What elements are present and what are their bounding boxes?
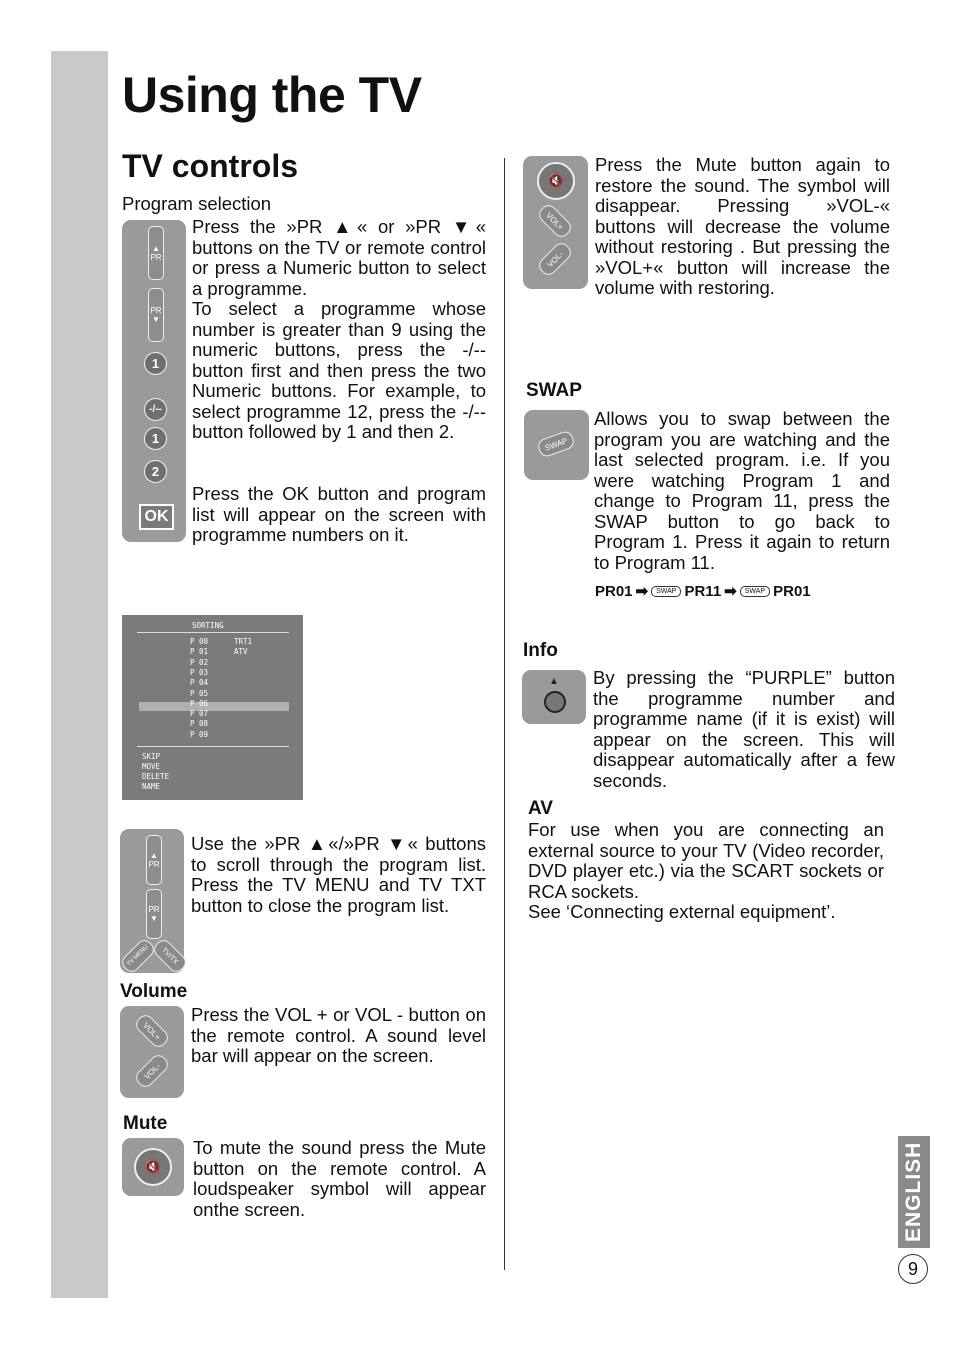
section-title: TV controls (122, 148, 299, 184)
arrow-up-icon: ▲ (152, 244, 160, 253)
sorting-row-name: TRT1 (234, 637, 253, 646)
sorting-row-prog: P 03 (190, 667, 209, 677)
arrow-down-icon: ▼ (152, 315, 160, 324)
arrow-right-icon: ➡ (724, 583, 737, 600)
seq-pr11: PR11 (684, 582, 722, 600)
mute-button-panel (122, 1138, 184, 1196)
program-buttons-panel (122, 220, 186, 542)
volume-text: Press the VOL + or VOL - button on the remote control. A sound level bar will appear on the screen. (191, 1004, 486, 1066)
program-selection-text-3: Press the OK button and program list will appear on the screen with programme numbers on it. (192, 483, 486, 545)
sorting-row-prog: P 00 (190, 637, 209, 646)
sorting-row-prog: P 01 (190, 647, 209, 657)
vol-minus-button: VOL- (133, 1052, 171, 1090)
sorting-screen-image (122, 615, 303, 800)
av-text: For use when you are connecting an external source to your TV (Video recorder, DVD player etc.) via the SCART sockets or RCA sockets. (528, 819, 884, 902)
volume-buttons-panel (120, 1006, 184, 1098)
program-selection-label: Program selection (122, 193, 272, 214)
swap-button: SWAP (536, 429, 576, 458)
sorting-menu-item: NAME (142, 782, 161, 791)
seq-swap-icon-2: SWAP (740, 586, 770, 597)
vol-minus-button-right: VOL- (536, 240, 574, 278)
ok-button: OK (139, 504, 174, 530)
left-sidebar-band (51, 51, 108, 1298)
column-divider (504, 158, 505, 1270)
info-heading: Info (523, 640, 558, 661)
mute-icon-right: 🔇 (537, 162, 575, 200)
seq-pr01: PR01 (595, 582, 633, 600)
arrow-up-icon: ▲ (150, 851, 158, 860)
sorting-row-prog: P 06 (190, 698, 209, 708)
seq-swap-icon: SWAP (651, 586, 681, 597)
mute-icon: 🔇 (134, 1148, 172, 1186)
numeric-1-button: 1 (144, 352, 167, 375)
swap-heading: SWAP (526, 380, 582, 401)
mute-heading: Mute (123, 1113, 168, 1134)
sorting-row-prog: P 08 (190, 719, 209, 729)
swap-button-panel (524, 410, 589, 480)
sorting-row-prog: P 04 (190, 678, 209, 688)
arrow-right-icon: ➡ (635, 583, 649, 600)
swap-text: Allows you to swap between the program you are watching and the last selected program. i.e. If you were watching Program 1 and change to Program 11, press the SWAP button to go back to Program 1. Press it again to return to Program 11. (594, 408, 890, 573)
sorting-row-prog: P 02 (190, 657, 209, 667)
sorting-row-prog: P 09 (190, 729, 209, 739)
swap-sequence (595, 582, 811, 600)
program-selection-text-2: To select a programme whose number is greater than 9 using the numeric buttons, press the -/-- button first and then press the two Numeric buttons. For example, to select programme 12, press the -/-- button followed by 1 and then 2. (192, 298, 486, 442)
numeric-2-button: 2 (144, 460, 167, 483)
av-text-2: See ‘Connecting external equipment’. (528, 901, 836, 922)
av-heading: AV (528, 798, 553, 819)
pr-up-button: ▲ PR (148, 226, 164, 280)
purple-button-icon (544, 691, 566, 713)
sorting-row-prog: P 07 (190, 709, 209, 719)
info-text: By pressing the “PURPLE” button the programme number and programme name (if it is exist) will appear on the screen. This will disappear automatically after a few seconds. (593, 667, 895, 791)
scroll-buttons-panel (120, 829, 184, 973)
sorting-row-prog: P 05 (190, 688, 209, 698)
language-tab: ENGLISH (898, 1136, 930, 1248)
seq-pr01-b: PR01 (773, 582, 811, 600)
scroll-pr-up-button: ▲ PR (146, 835, 162, 885)
arrow-down-icon: ▼ (150, 914, 158, 923)
mute-vol-panel (523, 156, 588, 289)
program-selection-text-1: Press the »PR ▲« or »PR ▼« buttons on the TV or remote control or press a Numeric button to select a programme. (192, 216, 486, 299)
sorting-menu-item: MOVE (142, 762, 161, 771)
vol-plus-button: VOL+ (133, 1012, 171, 1050)
scroll-pr-down-button: PR ▼ (146, 889, 162, 939)
sorting-row-name: ATV (234, 647, 248, 657)
page-title: Using the TV (122, 67, 422, 123)
vol-plus-button-right: VOL+ (536, 202, 574, 240)
sorting-title: SORTING (192, 621, 224, 630)
numeric-1b-button: 1 (144, 427, 167, 450)
volume-heading: Volume (120, 981, 188, 1002)
page-number: 9 (898, 1254, 928, 1284)
mute-text-right: Press the Mute button again to restore the sound. The symbol will disappear. Pressing »VOL-« buttons will decrease the volume without restoring . But pressing the »VOL+« button will increase the volume with restoring. (595, 154, 890, 298)
dash-button: -/-- (144, 398, 167, 421)
tv-menu-button: TV MENU (119, 937, 157, 975)
info-button-panel (522, 670, 586, 724)
mute-text: To mute the sound press the Mute button on the remote control. A loudspeaker symbol will appear onthe screen. (193, 1137, 486, 1220)
selected-row-highlight (139, 702, 289, 711)
tv-txt-button: TV/TX (151, 937, 189, 975)
sorting-menu-item: DELETE (142, 772, 170, 781)
sorting-menu-item: SKIP (142, 752, 161, 761)
scroll-text: Use the »PR ▲«/»PR ▼« buttons to scroll through the program list. Press the TV MENU and TV TXT button to close the program list. (191, 833, 486, 916)
arrow-up-icon: ▲ (549, 676, 559, 687)
pr-down-button: PR ▼ (148, 288, 164, 342)
